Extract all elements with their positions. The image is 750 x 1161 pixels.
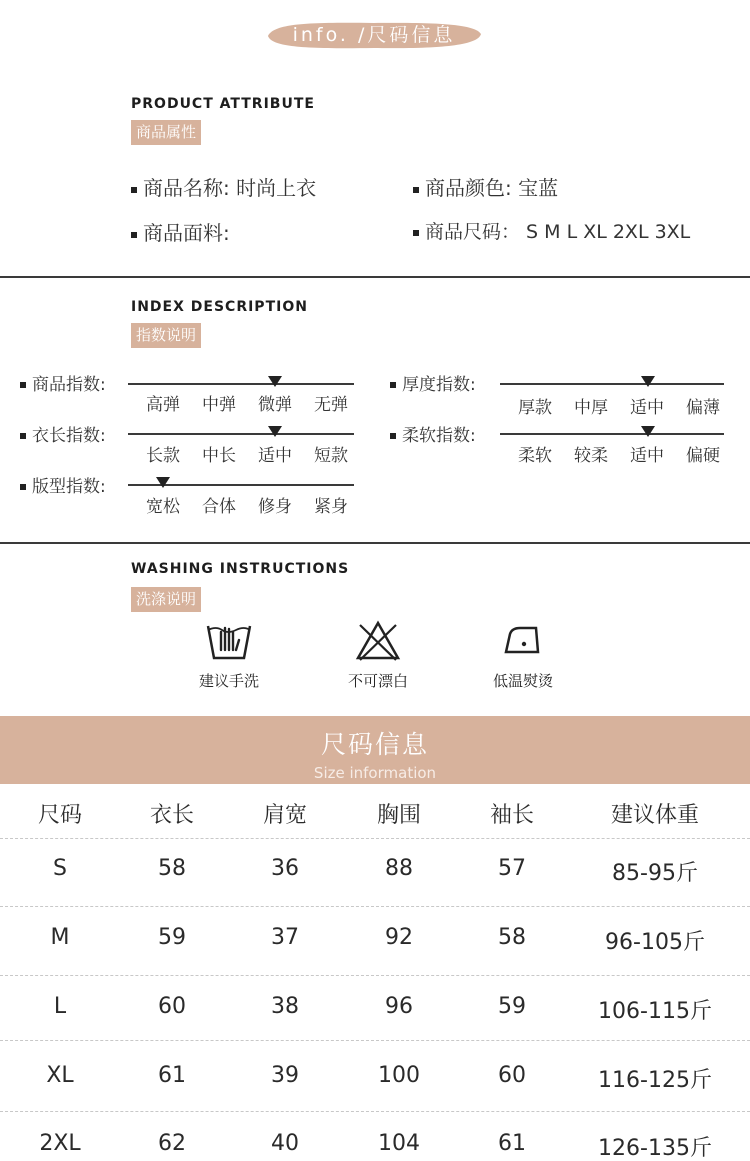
length-cell: 62 bbox=[158, 1131, 186, 1156]
size-cell: XL bbox=[46, 1063, 74, 1088]
index-option: 中长 bbox=[202, 446, 236, 466]
size-cell: M bbox=[50, 925, 70, 950]
row-divider bbox=[0, 906, 750, 907]
chest-cell: 88 bbox=[385, 856, 413, 881]
index-option: 中弹 bbox=[202, 395, 236, 415]
chest-cell: 104 bbox=[378, 1131, 420, 1156]
sleeve-cell: 61 bbox=[498, 1131, 526, 1156]
product-attribute-title: PRODUCT ATTRIBUTE bbox=[131, 96, 315, 112]
hand-wash-icon bbox=[204, 620, 254, 662]
wash-item-hand-wash bbox=[174, 620, 284, 691]
column-header: 胸围 bbox=[376, 803, 421, 828]
sleeve-cell: 59 bbox=[498, 994, 526, 1019]
column-header: 尺码 bbox=[37, 803, 82, 828]
low-temp-iron-icon bbox=[500, 620, 546, 662]
size-cell: S bbox=[53, 856, 67, 881]
index-option: 长款 bbox=[146, 446, 180, 466]
header-badge bbox=[264, 18, 484, 52]
wash-item-low-iron bbox=[468, 620, 578, 691]
chest-cell: 96 bbox=[385, 994, 413, 1019]
shoulder-cell: 39 bbox=[271, 1063, 299, 1088]
index-option: 无弹 bbox=[314, 395, 348, 415]
index-scale-line bbox=[500, 383, 724, 385]
length-cell: 60 bbox=[158, 994, 186, 1019]
index-marker-icon bbox=[156, 477, 170, 488]
attr-fabric: 商品面料: bbox=[131, 217, 230, 246]
attr-name: 商品名称: 时尚上衣 bbox=[131, 172, 316, 201]
bullet-icon bbox=[413, 187, 419, 193]
index-description-title: INDEX DESCRIPTION bbox=[131, 299, 308, 315]
attr-color: 商品颜色: 宝蓝 bbox=[413, 172, 558, 201]
product-attribute-subtitle: 商品属性 bbox=[131, 120, 201, 145]
index-label-length: 衣长指数: bbox=[20, 421, 106, 446]
bullet-icon bbox=[20, 484, 26, 490]
shoulder-cell: 40 bbox=[271, 1131, 299, 1156]
column-header: 建议体重 bbox=[610, 803, 699, 828]
bullet-icon bbox=[131, 187, 137, 193]
section-divider bbox=[0, 276, 750, 278]
bullet-icon bbox=[390, 433, 396, 439]
index-option: 偏硬 bbox=[686, 446, 720, 466]
size-info-banner bbox=[0, 716, 750, 784]
section-divider bbox=[0, 542, 750, 544]
row-divider bbox=[0, 975, 750, 976]
no-bleach-icon bbox=[355, 620, 401, 662]
sleeve-cell: 57 bbox=[498, 856, 526, 881]
index-marker-icon bbox=[641, 376, 655, 387]
wash-label: 不可漂白 bbox=[347, 672, 408, 690]
index-option: 适中 bbox=[630, 446, 664, 466]
weight-cell: 116-125斤 bbox=[598, 1068, 712, 1093]
weight-cell: 96-105斤 bbox=[605, 930, 705, 955]
wash-label: 建议手洗 bbox=[198, 672, 259, 690]
attr-size: 商品尺码： S M L XL 2XL 3XL bbox=[413, 217, 690, 244]
size-cell: 2XL bbox=[39, 1131, 81, 1156]
header-badge-text: info. /尺码信息 bbox=[292, 24, 456, 46]
sleeve-cell: 58 bbox=[498, 925, 526, 950]
index-scale-line bbox=[128, 383, 354, 385]
length-cell: 61 bbox=[158, 1063, 186, 1088]
shoulder-cell: 38 bbox=[271, 994, 299, 1019]
bullet-icon bbox=[131, 232, 137, 238]
row-divider bbox=[0, 1040, 750, 1041]
weight-cell: 85-95斤 bbox=[612, 861, 698, 886]
index-marker-icon bbox=[268, 376, 282, 387]
length-cell: 58 bbox=[158, 856, 186, 881]
index-option: 紧身 bbox=[314, 497, 348, 517]
weight-cell: 106-115斤 bbox=[598, 999, 712, 1024]
weight-cell: 126-135斤 bbox=[598, 1136, 712, 1161]
index-option: 适中 bbox=[630, 398, 664, 418]
bullet-icon bbox=[20, 382, 26, 388]
length-cell: 59 bbox=[158, 925, 186, 950]
index-option: 宽松 bbox=[146, 497, 180, 517]
sleeve-cell: 60 bbox=[498, 1063, 526, 1088]
index-option: 中厚 bbox=[574, 398, 608, 418]
bullet-icon bbox=[413, 230, 419, 236]
index-description-subtitle: 指数说明 bbox=[131, 323, 201, 348]
column-header: 衣长 bbox=[149, 803, 194, 828]
size-info-title: 尺码信息 bbox=[320, 730, 429, 759]
row-divider bbox=[0, 838, 750, 839]
index-option: 微弹 bbox=[258, 395, 292, 415]
index-label-elasticity: 商品指数: bbox=[20, 370, 106, 395]
index-option: 高弹 bbox=[146, 395, 180, 415]
index-scale-line bbox=[128, 433, 354, 435]
index-option: 偏薄 bbox=[686, 398, 720, 418]
column-header: 袖长 bbox=[489, 803, 534, 828]
wash-item-no-bleach bbox=[323, 620, 433, 691]
shoulder-cell: 36 bbox=[271, 856, 299, 881]
bullet-icon bbox=[20, 433, 26, 439]
chest-cell: 92 bbox=[385, 925, 413, 950]
index-scale-line bbox=[500, 433, 724, 435]
index-option: 合体 bbox=[202, 497, 236, 517]
index-marker-icon bbox=[641, 426, 655, 437]
index-option: 柔软 bbox=[518, 446, 552, 466]
chest-cell: 100 bbox=[378, 1063, 420, 1088]
wash-label: 低温熨烫 bbox=[492, 672, 553, 690]
shoulder-cell: 37 bbox=[271, 925, 299, 950]
size-info-subtitle: Size information bbox=[313, 764, 437, 782]
index-option: 较柔 bbox=[574, 446, 608, 466]
column-header: 肩宽 bbox=[262, 803, 307, 828]
index-label-thickness: 厚度指数: bbox=[390, 370, 476, 395]
size-cell: L bbox=[53, 994, 67, 1019]
index-label-fit: 版型指数: bbox=[20, 472, 106, 497]
row-divider bbox=[0, 1111, 750, 1112]
index-option: 厚款 bbox=[518, 398, 552, 418]
index-option: 修身 bbox=[258, 497, 292, 517]
index-option: 适中 bbox=[258, 446, 292, 466]
index-marker-icon bbox=[268, 426, 282, 437]
index-label-softness: 柔软指数: bbox=[390, 421, 476, 446]
washing-title: WASHING INSTRUCTIONS bbox=[131, 561, 350, 577]
washing-subtitle: 洗涤说明 bbox=[131, 587, 201, 612]
bullet-icon bbox=[390, 382, 396, 388]
index-option: 短款 bbox=[314, 446, 348, 466]
